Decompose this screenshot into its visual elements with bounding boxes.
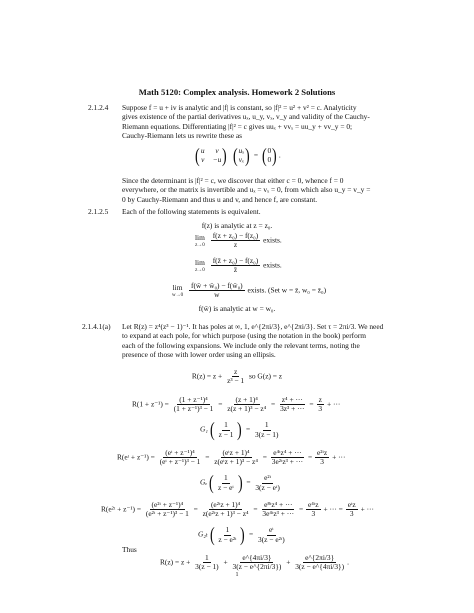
text-line: 0 by Cauchy-Riemann and thus u and v, and hence f, are constant. bbox=[122, 194, 318, 204]
page-number: 1 bbox=[235, 572, 239, 578]
text-line: to expand at each pole, for which purpose (using the notation in the book) perform bbox=[122, 331, 367, 341]
statement-limit-c bbox=[172, 282, 326, 299]
text-line: Let R(z) = z⁴(z³ − 1)⁻¹. It has poles at ∞, 1, e^{2πi/3}, e^{2πi/3}. Set τ = 2πi/3. We need bbox=[122, 322, 384, 331]
vector-cell: 0 bbox=[267, 146, 272, 156]
matrix-cell: v bbox=[201, 155, 205, 164]
vector-cell: 0 bbox=[267, 155, 272, 164]
limit-operator: lim z→0 bbox=[195, 258, 205, 273]
matrix-equation: ( u v v −u ) ( uₓ vₓ ) = ( 0 0 ) . bbox=[195, 145, 281, 167]
problem-number-2141a: 2.1.4.1(a) bbox=[82, 322, 111, 331]
problem-2141a-text bbox=[122, 322, 394, 360]
text-line: Cauchy-Riemann lets us rewrite these as bbox=[122, 131, 243, 141]
problem-2125-intro: Each of the following statements is equivalent. bbox=[122, 207, 261, 216]
exists-label: exists. bbox=[263, 260, 282, 270]
statement-analytic: f(z) is analytic at z = z₀. bbox=[201, 221, 273, 230]
coefficient-matrix: ( u v v −u ) bbox=[195, 145, 227, 167]
exists-label: exists. bbox=[263, 235, 282, 245]
problem-number-2124: 2.1.2.4 bbox=[88, 103, 109, 112]
problem-2124-text bbox=[122, 103, 394, 141]
final-partial-fraction: R(z) = z + $\frac{1}{3(z - 1)}$ + $\frac{e\^{}\{4\pi i/3\}}{3(z - e\^{}\{2\pi i/3\})}$ + $\frac{e\^{}\{2\pi i/3\}}{3(z - e\^{}\{4\pi i/3\})}$ . bbox=[160, 553, 349, 572]
difference-quotient: $\frac{\text{f(w̄ + w̄₀) − f(w̄₀)}}{w}$ bbox=[190, 281, 243, 300]
text-line: gives existence of the partial derivatives uₓ, u_y, vₓ, v_y and validity of the Cauchy- bbox=[122, 112, 370, 122]
text-line: everywhere, or the matrix is invertible and uₓ = vₓ = 0, from which also u_y = v_y = bbox=[122, 185, 371, 195]
principal-part-infinity: R(z) = z + $\frac{z}{\text{z³ − 1}}$ so G(z) = z bbox=[191, 367, 283, 386]
difference-quotient: $\frac{\text{f(z + z₀) − f(z₀)}}{z}$ bbox=[212, 231, 259, 250]
text-line: presence of those with lower order using an ellipsis. bbox=[122, 350, 276, 360]
limit-operator: lim z→0 bbox=[195, 233, 205, 248]
limit-operator: lim w→0 bbox=[172, 283, 184, 298]
vector-cell: vₓ bbox=[238, 155, 245, 164]
problem-number-2125: 2.1.2.5 bbox=[88, 207, 109, 216]
difference-quotient: $\frac{\text{f(z̄ + z₀) − f(z₀)}}{z̄}$ bbox=[212, 256, 259, 275]
expansion-at-1: R(1 + z⁻¹) = $\frac{\text{(1 + z⁻¹)⁴}}{\text{(1 + z⁻¹)³ − 1}}$ = $\frac{\text{(z + 1)⁴}}{\text{z(z + 1)³ − z⁴}}$ = $\frac{\text{z⁴ + ···}}{\text{3z³ + ···}}$ = $\frac{z}{3}$ + ··· bbox=[132, 395, 341, 414]
statement-limit-a bbox=[195, 232, 282, 249]
zero-vector: ( 0 0 ) bbox=[261, 145, 277, 167]
matrix-cell: −u bbox=[212, 155, 222, 164]
vector-cell: uₓ bbox=[238, 146, 245, 156]
text-line: Suppose f = u + iv is analytic and |f| is constant, so |f|² = u² + v² = c. Analyticity bbox=[122, 103, 357, 112]
statement-analytic-w: f(w̄) is analytic at w = w₀. bbox=[198, 304, 276, 313]
unknown-vector: ( uₓ vₓ ) bbox=[232, 145, 250, 167]
page-title: Math 5120: Complex analysis. Homework 2 Solutions bbox=[138, 87, 336, 97]
matrix-cell: v bbox=[215, 146, 219, 156]
expansion-at-e-tau: R(eᵗ + z⁻¹) = $\frac{\text{(eᵗ + z⁻¹)⁴}}{\text{(eᵗ + z⁻¹)³ − 1}}$ = $\frac{\text{(eᵗz + 1)⁴}}{\text{z(eᵗz + 1)³ − z⁴}}$ = $\frac{\text{e⁴ᵗz⁴ + ···}}{\text{3e²ᵗz³ + ···}}$ = $\frac{\text{e²ᵗz}}{3}$ + ··· bbox=[117, 448, 346, 467]
g1-definition: G₁ ( $\frac{1}{z - 1}$ ) = $\frac{1}{3(z - 1)}$ bbox=[200, 419, 279, 441]
text-line: Riemann equations. Differentiating |f|² = c gives uuₓ + vvₓ = uu_y + vv_y = 0; bbox=[122, 121, 353, 131]
text-line: each of the following expansions. We include only the relevant terms, noting the bbox=[122, 340, 360, 350]
thus-label: Thus bbox=[122, 545, 137, 554]
expansion-at-e-2tau: R(e²ᵗ + z⁻¹) = $\frac{\text{(e²ᵗ + z⁻¹)⁴}}{\text{(e²ᵗ + z⁻¹)³ − 1}}$ = $\frac{\text{(e²ᵗz + 1)⁴}}{\text{z(e²ᵗz + 1)³ − z⁴}}$ = $\frac{\text{e⁸ᵗz⁴ + ···}}{\text{3e⁴ᵗz³ + ···}}$ = $\frac{\text{e⁴ᵗz}}{3}$ + ··· = $\frac{\text{eᵗz}}{3}$ + ··· bbox=[101, 500, 374, 519]
problem-2124-conclusion bbox=[122, 176, 394, 204]
g-tau-definition: Gₑ ( $\frac{1}{\text{z − eᵗ}}$ ) = $\frac{\text{e²ᵗ}}{\text{3(z − eᵗ)}}$ bbox=[200, 472, 280, 494]
text-line: Since the determinant is |f|² = c, we discover that either c = 0, whence f = 0 bbox=[122, 176, 344, 185]
statement-limit-b bbox=[195, 257, 282, 274]
matrix-cell: u bbox=[200, 146, 205, 156]
substitution-note: exists. (Set w = z̄, w₀ = z̄₀) bbox=[247, 285, 327, 295]
g-2tau-definition: G₂ₜ ( $\frac{1}{\text{z − e²ᵗ}}$ ) = $\frac{\text{eᵗ}}{\text{3(z − e²ᵗ)}}$ bbox=[198, 524, 285, 546]
